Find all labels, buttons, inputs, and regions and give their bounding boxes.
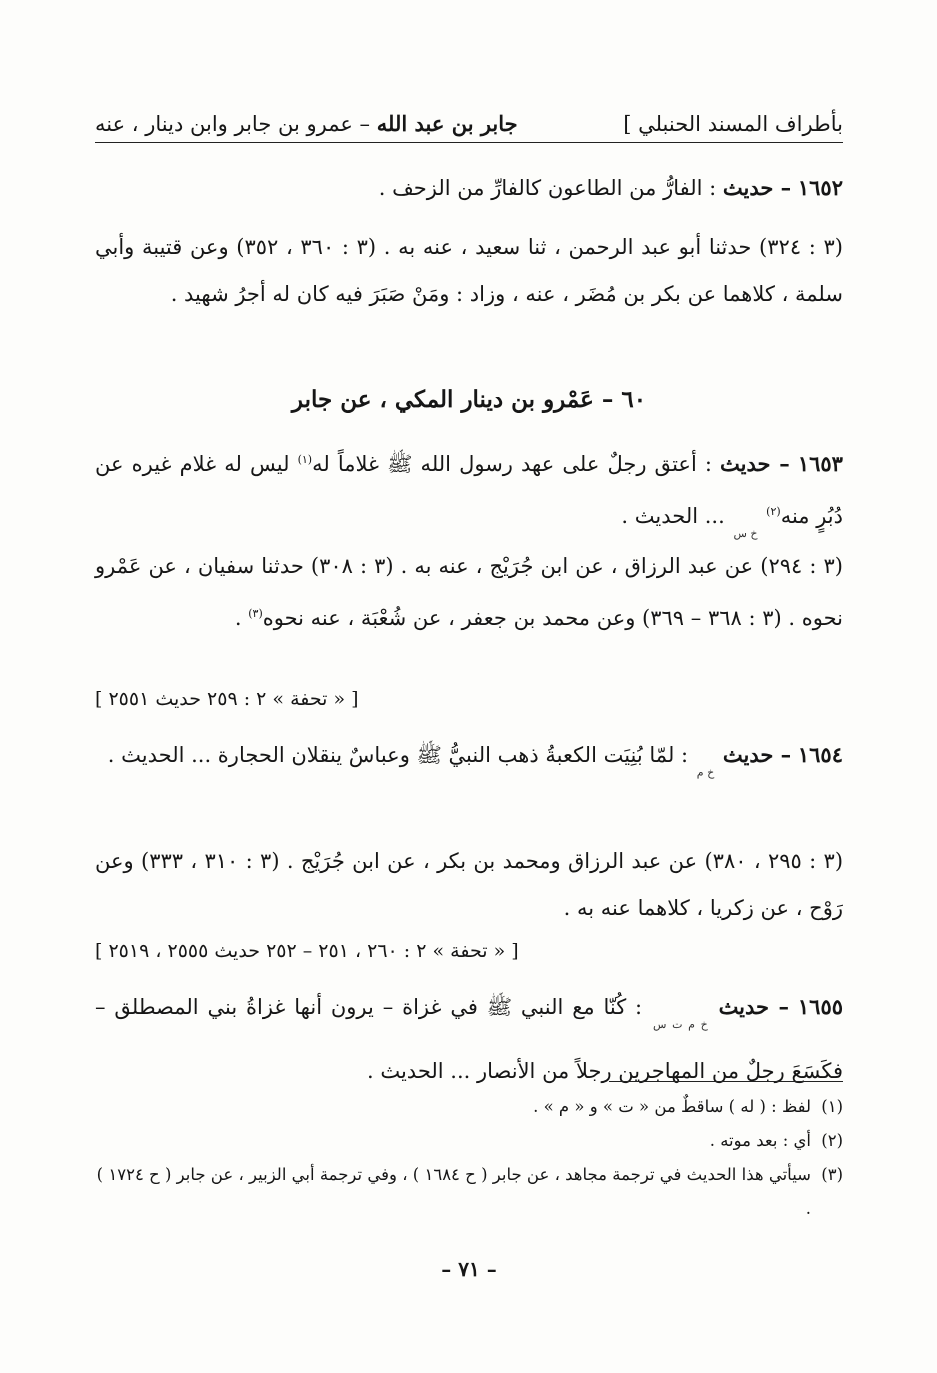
section-title: ٦٠ – عَمْرو بن دينار المكي ، عن جابر: [291, 386, 647, 413]
hadith-label: – حديث: [722, 175, 792, 200]
hadith-text-c: ... الحديث .: [621, 504, 725, 528]
running-header: [95, 103, 843, 143]
hadith-1652-chain: (٣ : ٣٢٤) حدثنا أبو عبد الرحمن ، ثنا سعيد ، عنه به . (٣ : ٣٦٠ ، ٣٥٢) وعن قتيبة وأبي سلمة ، كلاهما عن بكر بن مُضَر ، عنه ، وزاد : ومَنْ صَبَرَ فيه كان له أجرُ شهيد .: [95, 235, 843, 306]
footnote-item: [95, 1158, 843, 1226]
hadith-number: ١٦٥٤: [797, 742, 843, 767]
footnote-separator: [609, 1081, 843, 1082]
hadith-1653-chain: [95, 543, 843, 642]
hadith-text-a: : أعتق رجلٌ على عهد رسول الله ﷺ غلاماً له: [312, 452, 712, 476]
footnote-text: أي : بعد موته .: [709, 1131, 811, 1150]
hadith-1655: [95, 983, 843, 1095]
footnote-text: سيأتي هذا الحديث في ترجمة مجاهد ، عن جابر ( ح ١٦٨٤ ) ، وفي ترجمة أبي الزبير ، عن جابر ( ح ١٧٢٤ ) .: [96, 1165, 811, 1218]
hadith-number: ١٦٥٢: [797, 175, 843, 200]
hadith-text-b: ليس له غلام غيره عن دُبُرٍ منه: [95, 452, 843, 528]
footnote-number: (٢): [821, 1131, 843, 1150]
hadith-1654: [95, 731, 843, 796]
footnote-text: لفظ : ( له ) ساقطٌ من « ت » و « م » .: [533, 1097, 811, 1116]
hadith-sigla: خ م: [696, 766, 715, 779]
hadith-label: – حديث: [722, 742, 792, 767]
footnote-ref-1: (١): [297, 453, 313, 466]
hadith-1653: [95, 436, 843, 557]
footnote-number: (٣): [821, 1165, 843, 1184]
footnote-ref-3: (٣): [248, 607, 263, 620]
hadith-number: ١٦٥٥: [797, 994, 844, 1019]
hadith-text: : كُنّا مع النبي ﷺ في غزاة – يرون أنها غزاةُ بني المصطلق – فكَسَعَ رجلٌ من المهاجرين رجلاً من الأنصار ... الحديث .: [95, 995, 843, 1083]
tuhfa-ref-1653: [ « تحفة » ٢ : ٢٥٩ حديث ٢٥٥١ ]: [95, 688, 359, 710]
hadith-label: – حديث: [720, 451, 790, 476]
header-book-title: بأطراف المسند الحنبلي ]: [623, 112, 843, 136]
hadith-1654-chain: (٣ : ٢٩٥ ، ٣٨٠) عن عبد الرزاق ومحمد بن بكر ، عن ابن جُرَيْج . (٣ : ٣١٠ ، ٣٣٣) وعن رَوْح ، عن زكريا ، كلاهما عنه به .: [95, 849, 844, 920]
tuhfa-ref-1654: [ « تحفة » ٢ : ٢٦٠ ، ٢٥١ – ٢٥٢ حديث ٢٥٥٥ ، ٢٥١٩ ]: [95, 940, 519, 962]
hadith-label: – حديث: [718, 994, 790, 1019]
header-section-rest: – عمرو بن جابر وابن دينار ، عنه: [95, 112, 371, 136]
footnotes: [95, 1090, 843, 1226]
hadith-1652: [95, 164, 843, 212]
footnote-item: [95, 1124, 843, 1158]
hadith-text: : الفارُّ من الطاعون كالفارِّ من الزحف .: [378, 176, 717, 200]
chain-end: .: [234, 606, 242, 630]
header-section: [95, 111, 518, 136]
hadith-sigla: خ م ت س: [652, 1018, 708, 1031]
hadith-text: : لمّا بُنِيَت الكعبةُ ذهب النبيُّ ﷺ وعباسٌ ينقلان الحجارة ... الحديث .: [107, 743, 689, 767]
hadith-number: ١٦٥٣: [797, 451, 843, 476]
header-section-bold: جابر بن عبد الله: [376, 111, 518, 136]
hadith-sigla: خ س: [733, 527, 758, 540]
footnote-ref-2: (٢): [766, 505, 781, 518]
footnote-item: [95, 1090, 843, 1124]
page-number: – ٧١ –: [441, 1257, 497, 1281]
footnote-number: (١): [821, 1097, 843, 1116]
chain-text: (٣ : ٢٩٤) عن عبد الرزاق ، عن ابن جُرَيْج ، عنه به . (٣ : ٣٠٨) حدثنا سفيان ، عن عَمْرو نحوه . (٣ : ٣٦٨ – ٣٦٩) وعن محمد بن جعفر ، عن شُعْبَة ، عنه نحوه: [95, 554, 843, 630]
